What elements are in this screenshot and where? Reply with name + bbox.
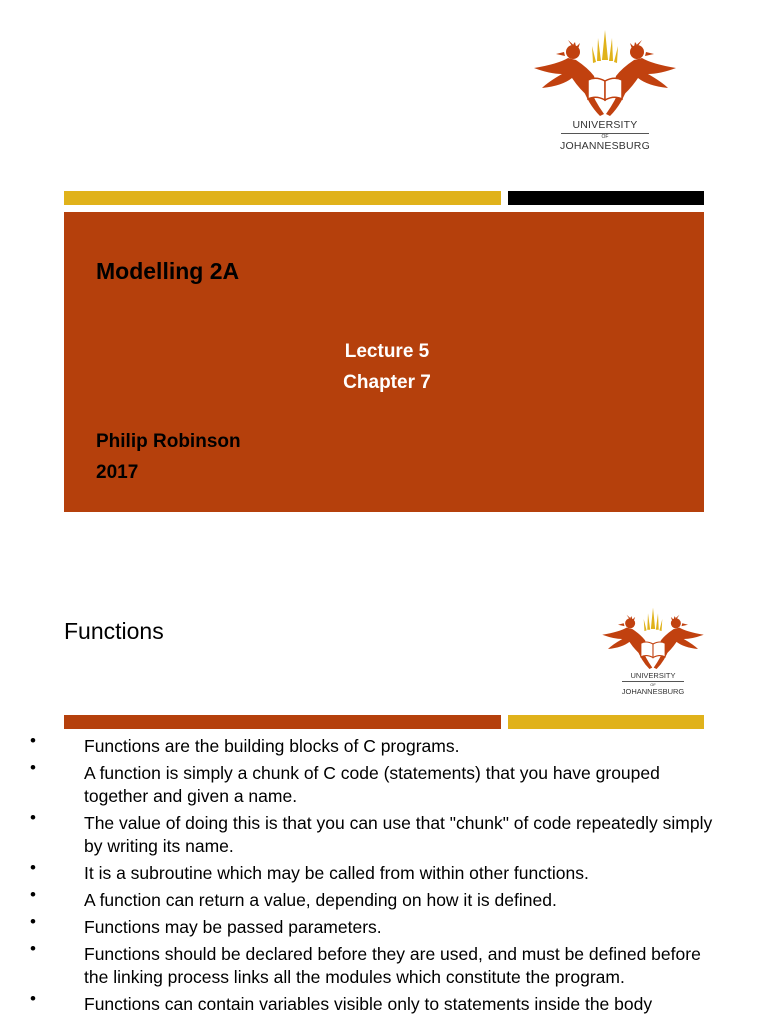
- bullet-icon: •: [30, 912, 36, 931]
- list-item: [0, 912, 768, 939]
- bullet-icon: •: [30, 989, 36, 1008]
- functions-slide: [0, 578, 768, 1024]
- orange-bar: [64, 715, 501, 729]
- black-bar: [508, 191, 704, 205]
- bullet-text: It is a subroutine which may be called from within other functions.: [84, 863, 589, 883]
- list-item: [0, 858, 768, 885]
- list-item: [0, 731, 768, 758]
- bullet-text: A function is simply a chunk of C code (statements) that you have grouped together and given a name.: [84, 763, 660, 806]
- bullet-text: Functions may be passed parameters.: [84, 917, 382, 937]
- logo-text-johannesburg: JOHANNESBURG: [560, 139, 650, 152]
- bullet-text: Functions can contain variables visible only to statements inside the body: [84, 994, 653, 1014]
- logo-text-of: OF: [650, 681, 656, 687]
- university-logo: [528, 28, 682, 151]
- lecture-number: Lecture 5: [344, 341, 430, 362]
- gold-bar: [64, 191, 501, 205]
- list-item: [0, 758, 768, 808]
- list-item: [0, 808, 768, 858]
- bullet-icon: •: [30, 808, 36, 827]
- logo-text-johannesburg: JOHANNESBURG: [621, 686, 685, 696]
- logo-text-of: OF: [601, 133, 609, 140]
- bullet-icon: •: [30, 885, 36, 904]
- list-item: [0, 939, 768, 989]
- bullet-text: Functions should be declared before they are used, and must be defined before the linking process links all the modules which constitute the program.: [84, 944, 701, 987]
- bullet-text: The value of doing this is that you can use that "chunk" of code repeatedly simply by writing its name.: [84, 813, 713, 856]
- uj-logo-icon: [598, 606, 708, 672]
- university-logo-small: [598, 606, 708, 695]
- bullet-icon: •: [30, 939, 36, 958]
- bullet-icon: •: [30, 758, 36, 777]
- uj-logo-icon: [528, 28, 682, 120]
- year: 2017: [96, 462, 139, 483]
- list-item: [0, 885, 768, 912]
- bullet-text: Functions are the building blocks of C programs.: [84, 736, 460, 756]
- author-name: Philip Robinson: [96, 431, 241, 452]
- bullet-list: [0, 731, 768, 1020]
- title-box: [64, 212, 704, 512]
- logo-text-university: UNIVERSITY: [572, 119, 638, 131]
- bullet-icon: •: [30, 731, 36, 750]
- list-item: [0, 989, 768, 1016]
- chapter-number: Chapter 7: [343, 372, 431, 393]
- course-title: Modelling 2A: [96, 258, 240, 284]
- logo-text-university: UNIVERSITY: [630, 671, 676, 680]
- slide-title: Functions: [64, 618, 164, 644]
- bullet-icon: •: [30, 858, 36, 877]
- gold-bar: [508, 715, 704, 729]
- bullet-text: A function can return a value, depending on how it is defined.: [84, 890, 557, 910]
